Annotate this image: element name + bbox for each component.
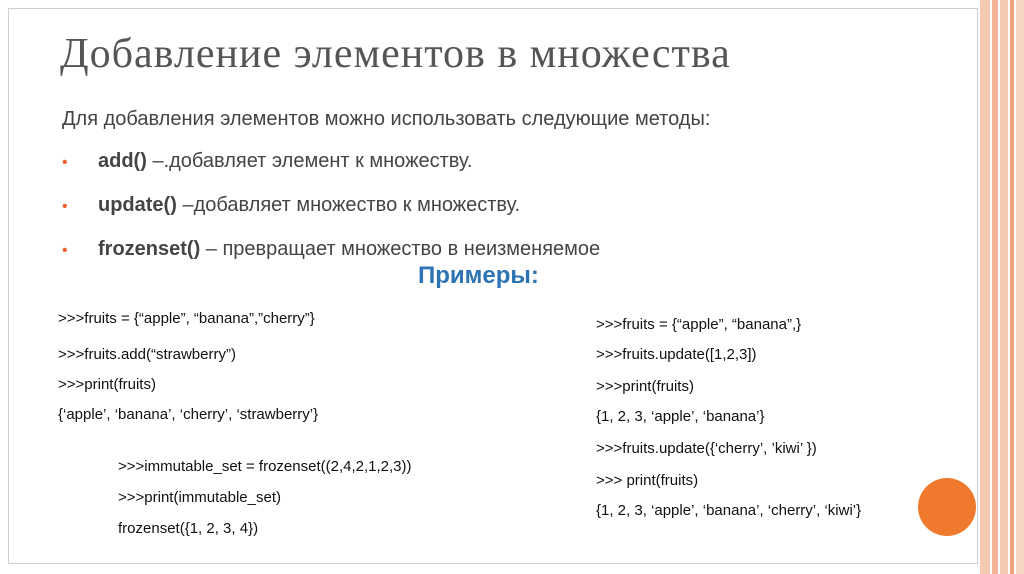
code-line: >>>fruits = {“apple”, “banana”,} [596, 316, 802, 333]
method-description: – превращает множество в неизменяемое [200, 238, 601, 260]
list-item [62, 148, 600, 192]
method-name: add() [98, 150, 147, 172]
code-line: >>>fruits = {“apple”, “banana”,”cherry”} [58, 310, 315, 327]
decorative-stripe [1000, 0, 1008, 574]
code-line: >>>fruits.update([1,2,3]) [596, 346, 757, 363]
method-name: frozenset() [98, 238, 201, 260]
decorative-stripe [980, 0, 990, 574]
orange-circle-icon [918, 478, 976, 536]
decorative-stripe [992, 0, 998, 574]
decorative-stripe [1010, 0, 1014, 574]
code-line: >>>print(fruits) [58, 376, 156, 393]
code-line: >>>print(fruits) [596, 378, 694, 395]
code-line: >>>print(immutable_set) [118, 489, 281, 506]
method-description: –.добавляет элемент к множеству. [146, 150, 473, 172]
decorative-stripe [1016, 0, 1024, 574]
code-line: >>>immutable_set = frozenset((2,4,2,1,2,3)) [118, 458, 412, 475]
method-description: –добавляет множество к множеству. [176, 194, 521, 216]
code-line: >>>fruits.update({‘cherry’, ’kiwi’ }) [596, 440, 817, 457]
code-line: >>> print(fruits) [596, 472, 699, 489]
code-line: >>>fruits.add(“strawberry”) [58, 346, 236, 363]
bullet-dot-icon: • [62, 198, 68, 215]
list-item [62, 192, 600, 236]
code-line: frozenset({1, 2, 3, 4}) [118, 520, 259, 537]
code-line: {1, 2, 3, ‘apple’, ‘banana’} [596, 408, 765, 425]
slide-title: Добавление элементов в множества [60, 31, 731, 77]
bullet-dot-icon: • [62, 242, 68, 259]
methods-list [62, 148, 600, 280]
bullet-dot-icon: • [62, 154, 68, 171]
method-name: update() [98, 194, 177, 216]
intro-text: Для добавления элементов можно использовать следующие методы: [62, 108, 711, 130]
code-line: {1, 2, 3, ‘apple’, ‘banana’, ‘cherry’, ‘kiwi’} [596, 502, 862, 519]
code-line: {‘apple’, ‘banana’, ‘cherry’, ‘strawberry’} [58, 406, 319, 423]
examples-heading: Примеры: [418, 262, 539, 289]
